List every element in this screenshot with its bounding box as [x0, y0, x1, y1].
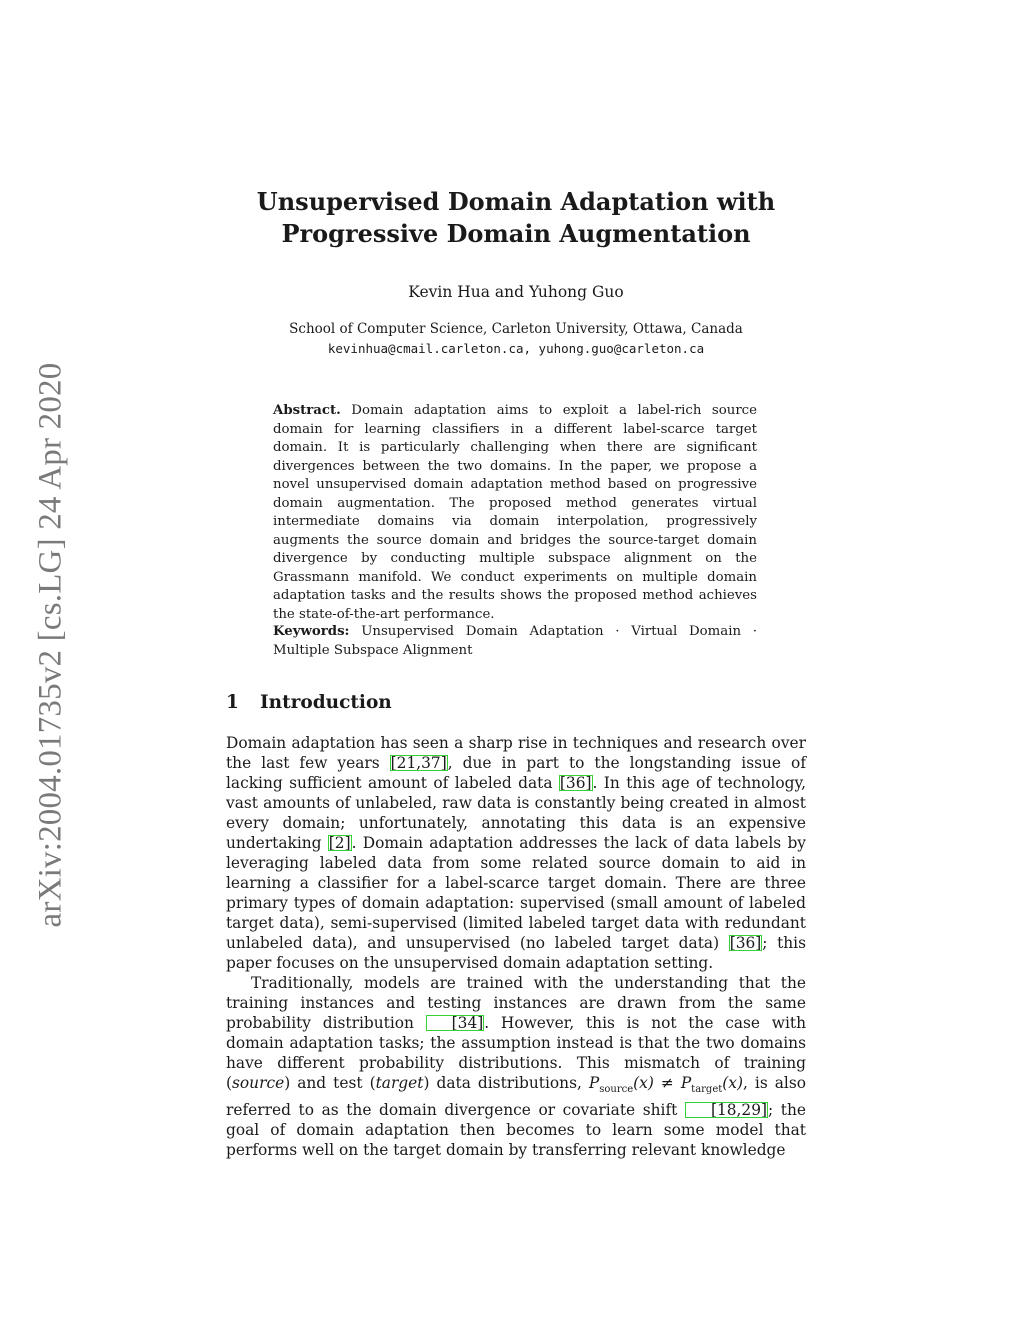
section-title: Introduction — [260, 692, 392, 713]
abstract — [273, 402, 757, 624]
section-number: 1 — [226, 692, 239, 713]
emphasis: source — [232, 1074, 285, 1092]
text-run: , is also referred to as the domain divergence or covariate shift — [226, 1074, 807, 1120]
paragraph-1 — [226, 733, 806, 973]
affiliation-block — [226, 319, 806, 359]
math-symbol: P — [588, 1074, 600, 1092]
keywords-label: Keywords: — [273, 624, 350, 639]
text-run: . In this age of technology, vast amounts of unlabeled, raw data is constantly being created in almost every domain; unfortunately, annotating this data is an expensive undertaking — [226, 774, 806, 852]
math-symbol: (x) ≠ — [633, 1074, 681, 1092]
math-symbol: P — [680, 1074, 692, 1092]
author-emails: kevinhua@cmail.carleton.ca, yuhong.guo@carleton.ca — [327, 341, 705, 356]
author-list: Kevin Hua and Yuhong Guo — [408, 283, 624, 301]
paper-title — [226, 186, 806, 250]
title-line-1: Unsupervised Domain Adaptation with — [256, 187, 776, 216]
citation-link[interactable]: [21,37] — [390, 754, 447, 772]
citation-link[interactable]: [18,29] — [685, 1102, 768, 1118]
arxiv-id-text: arXiv:2004.01735v2 [cs.LG] 24 Apr 2020 — [32, 362, 69, 928]
paragraph-2 — [226, 973, 806, 1160]
keywords-text: Unsupervised Domain Adaptation · Virtual Domain · Multiple Subspace Alignment — [273, 624, 757, 658]
arxiv-identifier-stamp — [33, 350, 69, 940]
emphasis: target — [375, 1074, 424, 1092]
abstract-label: Abstract. — [273, 403, 341, 418]
section-heading — [226, 692, 392, 713]
text-run: . Domain adaptation addresses the lack of data labels by leveraging labeled data from some related source domain to aid in learning a classifier for a label-scarce target domain. There are three primary types of domain adaptation: supervised (small amount of labeled target data), semi-supervised (limited labeled target data with redundant unlabeled data), and unsupervised (no labeled target data) — [226, 834, 806, 952]
abstract-text: Domain adaptation aims to exploit a label-rich source domain for learning classifiers in a different label-scarce target domain. It is particularly challenging when there are significant divergences between the two domains. In the paper, we propose a novel unsupervised domain adaptation method based on progressive domain augmentation. The proposed method generates virtual intermediate domains via domain interpolation, progressively augments the source domain and bridges the source-target domain divergence by conducting multiple subspace alignment on the Grassmann manifold. We conduct experiments on multiple domain adaptation tasks and the results shows the proposed method achieves the state-of-the-art performance. — [273, 403, 757, 622]
title-line-2: Progressive Domain Augmentation — [281, 219, 751, 248]
text-run: . However, this is not the case with domain adaptation tasks; the assumption instead is that the two domains have different probability distributions. This mismatch of training ( — [226, 1014, 806, 1092]
text-run: , due in part to the longstanding issue of lacking sufficient amount of labeled data — [226, 754, 807, 792]
introduction-body — [226, 733, 806, 1160]
text-run: ) and test ( — [284, 1074, 376, 1092]
math-subscript: source — [599, 1084, 634, 1096]
math-expression — [588, 1074, 743, 1096]
keywords — [273, 623, 757, 660]
text-run: Domain adaptation has seen a sharp rise in techniques and research over the last few years — [226, 734, 806, 772]
math-subscript: target — [691, 1084, 723, 1096]
text-run: ) data distributions, — [423, 1074, 589, 1092]
text-run: Traditionally, models are trained with the understanding that the training instances and testing instances are drawn from the same probability distribution — [226, 974, 806, 1032]
citation-link[interactable]: [2] — [328, 834, 351, 852]
citation-link[interactable]: [36] — [559, 774, 592, 792]
text-run: ; the goal of domain adaptation then becomes to learn some model that performs well on the target domain by transferring relevant knowledge — [226, 1101, 806, 1160]
affiliation: School of Computer Science, Carleton University, Ottawa, Canada — [289, 321, 743, 337]
text-run: ; this paper focuses on the unsupervised domain adaptation setting. — [226, 934, 806, 972]
citation-link[interactable]: [36] — [729, 934, 762, 952]
citation-link[interactable]: [34] — [426, 1015, 485, 1031]
math-symbol: (x) — [722, 1074, 743, 1092]
